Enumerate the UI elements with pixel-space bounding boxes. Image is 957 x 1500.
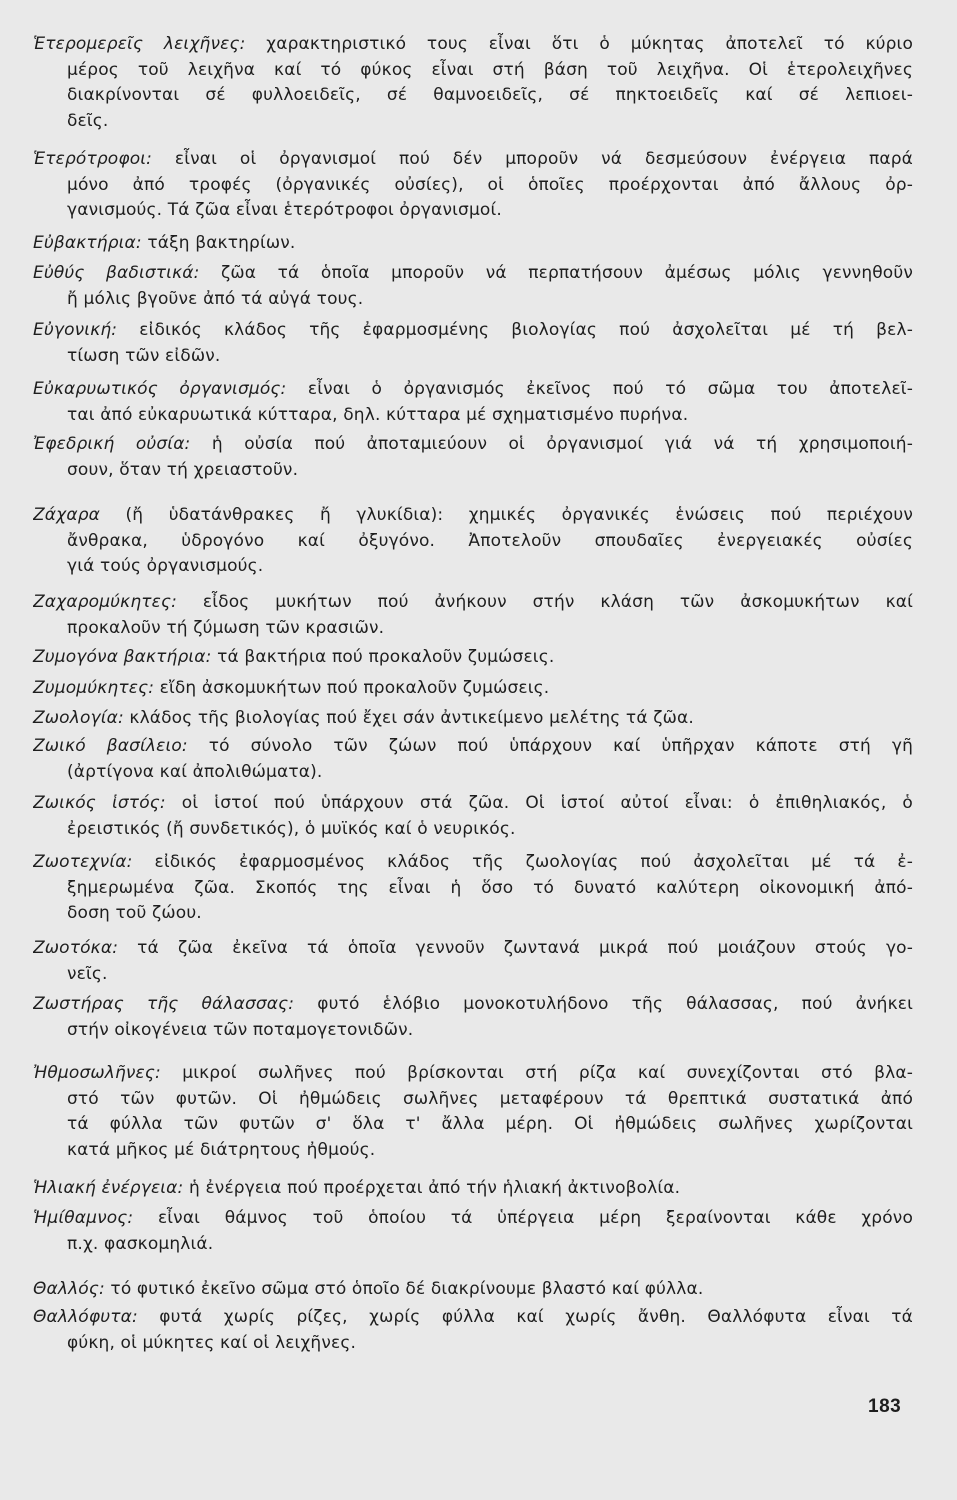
- entry-line: [33, 590, 913, 616]
- entry-line: [33, 377, 913, 403]
- entry-line: π.χ. φασκομηλιά.: [67, 1233, 214, 1254]
- entry-line: [33, 503, 913, 529]
- glossary-term: Εὐθύς βαδιστικά:: [33, 263, 200, 283]
- entry-text: φυτό ἑλόβιο μονοκοτυλήδονο τῆς θάλασσας, πού ἀνήκει: [294, 994, 913, 1014]
- entry-line: [33, 1176, 913, 1202]
- entry-line: [33, 318, 913, 344]
- glossary-term: Εὐκαρυωτικός ὀργανισμός:: [33, 379, 287, 399]
- entry-line: [33, 936, 913, 962]
- entry-line: φύκη, οἱ μύκητες καί οἱ λειχῆνες.: [67, 1332, 357, 1353]
- glossary-entry: [33, 706, 913, 732]
- glossary-entry: [33, 791, 913, 842]
- glossary-term: Ζωικό βασίλειο:: [33, 736, 188, 756]
- entry-line: τά φύλλα τῶν φυτῶν σ' ὅλα τ' ἄλλα μέρη. Οἱ ἠθμώδεις σωλῆνες χωρίζονται: [67, 1114, 913, 1134]
- glossary-entry: [33, 676, 913, 702]
- entry-line: [33, 432, 913, 458]
- glossary-term: Εὐγονική:: [33, 320, 118, 340]
- glossary-term: Ἑτερότροφοι:: [33, 149, 153, 169]
- glossary-entry: [33, 645, 913, 671]
- entry-text: τά βακτήρια πού προκαλοῦν ζυμώσεις.: [211, 647, 555, 667]
- entry-text: τάξη βακτηρίων.: [141, 233, 296, 253]
- entry-text: μικροί σωλῆνες πού βρίσκονται στή ρίζα καί συνεχίζονται στό βλα-: [160, 1063, 913, 1083]
- entry-line: [33, 1061, 913, 1087]
- entry-line: δεῖς.: [67, 110, 109, 131]
- entry-line: νεῖς.: [67, 963, 108, 984]
- entry-line: [33, 1277, 913, 1303]
- entry-line: κατά μῆκος μέ διάτρητους ἠθμούς.: [67, 1139, 376, 1160]
- glossary-term: Ζυμομύκητες:: [33, 678, 155, 698]
- glossary-term: Ζωολογία:: [33, 708, 124, 728]
- entry-line: [33, 992, 913, 1018]
- entry-text: τό σύνολο τῶν ζώων πού ὑπάρχουν καί ὑπῆρχαν κάποτε στή γῆ: [187, 736, 913, 756]
- glossary-term: Ἡλιακή ἐνέργεια:: [33, 1178, 184, 1198]
- entry-line: μέρος τοῦ λειχῆνα καί τό φύκος εἶναι στή βάση τοῦ λειχῆνα. Οἱ ἑτερολειχῆνες: [67, 59, 913, 80]
- glossary-entry: [33, 432, 913, 483]
- entry-line: ξημερωμένα ζῶα. Σκοπός της εἶναι ἡ ὅσο τό δυνατό καλύτερη οἰκονομική ἀπό-: [67, 877, 913, 898]
- glossary-entry: [33, 261, 913, 312]
- entry-line: [33, 147, 913, 173]
- entry-text: ἡ ἐνέργεια πού προέρχεται ἀπό τήν ἡλιακή ἀκτινοβολία.: [183, 1178, 681, 1198]
- entry-line: προκαλοῦν τή ζύμωση τῶν κρασιῶν.: [67, 617, 385, 638]
- glossary-term: Εὐβακτήρια:: [33, 233, 142, 253]
- entry-line: μόνο ἀπό τροφές (ὀργανικές οὐσίες), οἱ ὁποῖες προέρχονται ἀπό ἄλλους ὀρ-: [67, 174, 913, 195]
- entry-line: γιά τούς ὀργανισμούς.: [67, 556, 264, 576]
- glossary-entry: [33, 590, 913, 641]
- entry-text: εἶναι οἱ ὀργανισμοί πού δέν μποροῦν νά δεσμεύσουν ἐνέργεια παρά: [152, 149, 913, 169]
- entry-text: ἡ οὐσία πού ἀποταμιεύουν οἱ ὀργανισμοί γιά νά τή χρησιμοποιή-: [190, 434, 913, 454]
- entry-line: ἄνθρακα, ὑδρογόνο καί ὀξυγόνο. Ἀποτελοῦν σπουδαῖες ἐνεργειακές οὐσίες: [67, 530, 913, 551]
- entry-text: τό φυτικό ἐκεῖνο σῶμα στό ὁποῖο δέ διακρίνουμε βλαστό καί φύλλα.: [104, 1279, 704, 1299]
- glossary-entry: [33, 147, 913, 224]
- entry-line: τίωση τῶν εἰδῶν.: [67, 345, 221, 366]
- glossary-entry: [33, 377, 913, 428]
- entry-line: [33, 734, 913, 760]
- glossary-entry: [33, 734, 913, 785]
- entry-text: εἴδη ἀσκομυκήτων πού προκαλοῦν ζυμώσεις.: [154, 678, 550, 698]
- entry-line: ἤ μόλις βγοῦνε ἀπό τά αὐγά τους.: [67, 288, 364, 309]
- entry-line: διακρίνονται σέ φυλλοειδεῖς, σέ θαμνοειδεῖς, σέ πηκτοειδεῖς καί σέ λεπιοει-: [67, 85, 913, 105]
- entry-line: γανισμούς. Τά ζῶα εἶναι ἑτερότροφοι ὀργανισμοί.: [67, 200, 502, 220]
- glossary-entry: [33, 1206, 913, 1257]
- entry-text: ζῶα τά ὁποῖα μποροῦν νά περπατήσουν ἀμέσως μόλις γεννηθοῦν: [199, 263, 913, 283]
- entry-text: εἶναι θάμνος τοῦ ὁποίου τά ὑπέργεια μέρη ξεραίνονται κάθε χρόνο: [133, 1208, 913, 1228]
- entry-line: στήν οἰκογένεια τῶν ποταμογετονιδῶν.: [67, 1019, 414, 1040]
- glossary-term: Ζωικός ἱστός:: [33, 793, 166, 813]
- entry-text: χαρακτηριστικό τους εἶναι ὅτι ὁ μύκητας ἀποτελεῖ τό κύριο: [245, 34, 913, 54]
- entry-line: ἐρειστικός (ἤ συνδετικός), ὁ μυϊκός καί ὁ νευρικός.: [67, 818, 516, 839]
- entry-line: σουν, ὅταν τή χρειαστοῦν.: [67, 459, 299, 480]
- glossary-term: Ζωοτόκα:: [33, 938, 119, 958]
- entry-line: [33, 32, 913, 58]
- glossary-term: Ζωστήρας τῆς θάλασσας:: [33, 994, 295, 1014]
- entry-line: (ἀρτίγονα καί ἀπολιθώματα).: [67, 761, 323, 782]
- glossary-entry: [33, 1277, 913, 1303]
- glossary-term: Ζαχαρομύκητες:: [33, 592, 177, 612]
- glossary-entry: [33, 850, 913, 927]
- entry-line: [33, 645, 913, 671]
- glossary-term: Ζωοτεχνία:: [33, 852, 133, 872]
- entry-line: [33, 231, 913, 257]
- glossary-term: Ζυμογόνα βακτήρια:: [33, 647, 212, 667]
- entry-line: [33, 850, 913, 876]
- entry-text: φυτά χωρίς ρίζες, χωρίς φύλλα καί χωρίς ἄνθη. Θαλλόφυτα εἶναι τά: [137, 1307, 913, 1327]
- glossary-entry: [33, 1061, 913, 1163]
- glossary-term: Ἐφεδρική οὐσία:: [33, 434, 191, 454]
- glossary-entry: [33, 1176, 913, 1202]
- entry-text: οἱ ἱστοί πού ὑπάρχουν στά ζῶα. Οἱ ἱστοί αὐτοί εἶναι: ὁ ἐπιθηλιακός, ὁ: [165, 793, 913, 813]
- glossary-term: Ἠθμοσωλῆνες:: [33, 1063, 161, 1083]
- entry-line: δοση τοῦ ζώου.: [67, 903, 202, 923]
- glossary-term: Θαλλόφυτα:: [33, 1307, 138, 1327]
- entry-text: τά ζῶα ἐκεῖνα τά ὁποῖα γεννοῦν ζωντανά μικρά πού μοιάζουν στούς γο-: [118, 938, 913, 958]
- glossary-entry: [33, 231, 913, 257]
- glossary-entry: [33, 1305, 913, 1356]
- glossary-entry: [33, 936, 913, 987]
- entry-line: [33, 676, 913, 702]
- page-number: 183: [868, 1396, 902, 1417]
- entry-text: κλάδος τῆς βιολογίας πού ἔχει σάν ἀντικείμενο μελέτης τά ζῶα.: [123, 708, 694, 728]
- glossary-term: Ἑτερομερεῖς λειχῆνες:: [33, 34, 246, 54]
- glossary-term: Ζάχαρα: [33, 505, 101, 525]
- glossary-entry: [33, 32, 913, 134]
- glossary-entry: [33, 318, 913, 369]
- entry-line: [33, 261, 913, 287]
- entry-text: εἰδικός κλάδος τῆς ἐφαρμοσμένης βιολογίας πού ἀσχολεῖται μέ τή βελ-: [117, 320, 913, 340]
- entry-text: εἶναι ὁ ὀργανισμός ἐκεῖνος πού τό σῶμα του ἀποτελεῖ-: [286, 379, 913, 399]
- entry-line: [33, 1305, 913, 1331]
- glossary-entry: [33, 503, 913, 580]
- glossary-term: Ἡμίθαμνος:: [33, 1208, 134, 1228]
- glossary-term: Θαλλός:: [33, 1279, 105, 1299]
- glossary-entry: [33, 992, 913, 1043]
- entry-text: (ἤ ὑδατάνθρακες ἤ γλυκίδια): χημικές ὀργανικές ἑνώσεις πού περιέχουν: [100, 505, 913, 525]
- entry-line: [33, 706, 913, 732]
- entry-line: στό τῶν φυτῶν. Οἱ ἠθμώδεις σωλῆνες μεταφέρουν τά θρεπτικά συστατικά ἀπό: [67, 1088, 913, 1109]
- entry-line: ται ἀπό εὐκαρυωτικά κύτταρα, δηλ. κύτταρα μέ σχηματισμένο πυρήνα.: [67, 404, 689, 425]
- entry-line: [33, 791, 913, 817]
- entry-text: εἰδικός ἐφαρμοσμένος κλάδος τῆς ζωολογίας πού ἀσχολεῖται μέ τά ἐ-: [132, 852, 913, 872]
- entry-line: [33, 1206, 913, 1232]
- entry-text: εἶδος μυκήτων πού ἀνήκουν στήν κλάση τῶν ἀσκομυκήτων καί: [177, 592, 913, 612]
